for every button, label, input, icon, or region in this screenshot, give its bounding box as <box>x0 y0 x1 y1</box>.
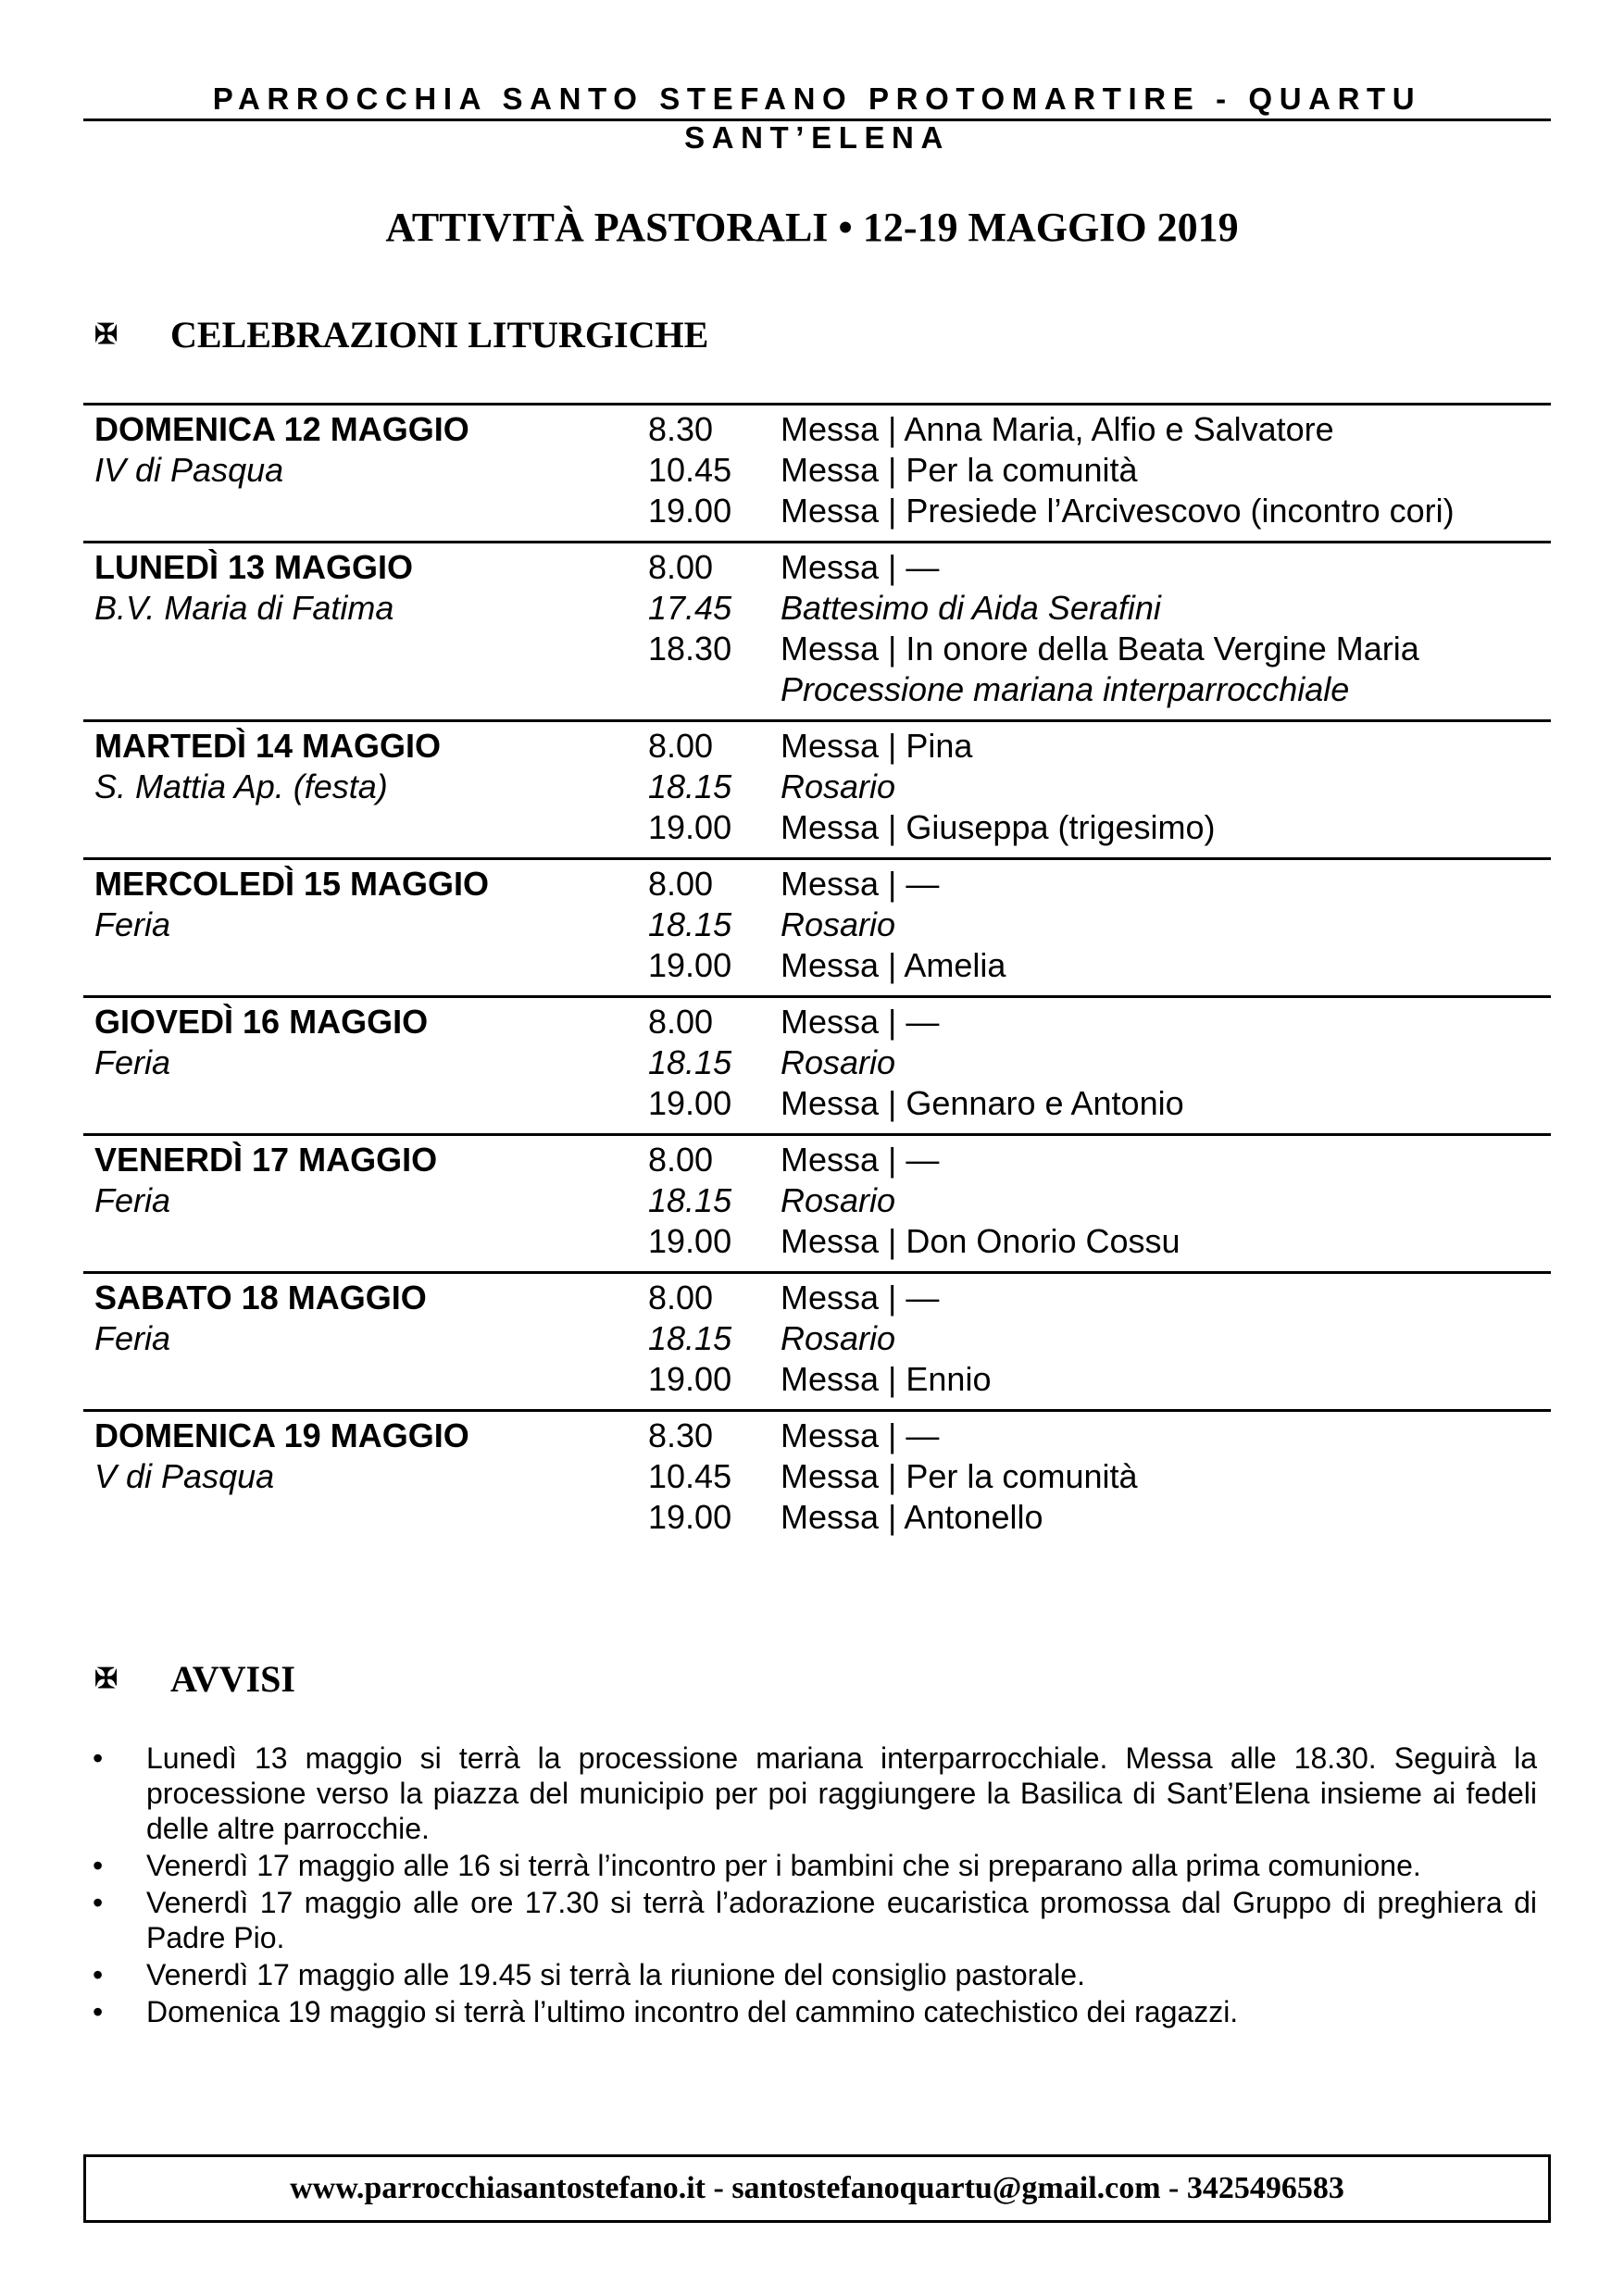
entry-time: 19.00 <box>648 808 732 846</box>
entry-time: 18.15 <box>648 1181 732 1219</box>
day-info <box>83 1278 648 1400</box>
notice-item <box>93 1848 1537 1883</box>
entry-description: Messa | Ennio <box>781 1360 992 1398</box>
schedule-entry <box>648 1180 1551 1221</box>
entry-description: Battesimo di Aida Serafini <box>781 589 1161 627</box>
day-row <box>83 1409 1551 1547</box>
entry-description: Messa | Per la comunità <box>781 451 1138 489</box>
entry-time: 10.45 <box>648 451 732 489</box>
entry-description: Messa | — <box>781 1279 940 1316</box>
entry-time: 8.00 <box>648 865 714 903</box>
day-entries <box>648 1140 1551 1262</box>
entry-description: Rosario <box>781 767 896 805</box>
entry-time: 8.30 <box>648 1416 714 1454</box>
liturgical-day: Feria <box>94 1181 171 1219</box>
entry-description: Messa | Per la comunità <box>781 1457 1138 1495</box>
day-name: MARTEDÌ 14 MAGGIO <box>94 727 442 765</box>
entry-time: 19.00 <box>648 492 732 530</box>
notice-item <box>93 1741 1537 1846</box>
section-heading-notices <box>94 1657 295 1701</box>
notice-text: Venerdì 17 maggio alle ore 17.30 si terrà l’adorazione eucaristica promossa dal Gruppo di preghiera di Padre Pio. <box>146 1886 1537 1954</box>
entry-description: Messa | Presiede l’Arcivescovo (incontro cori) <box>781 492 1455 530</box>
day-row <box>83 995 1551 1133</box>
entry-description: Messa | — <box>781 548 940 586</box>
schedule-entry <box>648 1416 1551 1456</box>
entry-time: 18.30 <box>648 630 732 668</box>
entry-time: 8.00 <box>648 1003 714 1041</box>
day-info <box>83 1002 648 1124</box>
page-title: ATTIVITÀ PASTORALI • 12-19 MAGGIO 2019 <box>385 205 1239 250</box>
liturgical-day: B.V. Maria di Fatima <box>94 589 394 627</box>
cross-star-icon: ✠ <box>94 319 119 350</box>
schedule-entry <box>648 450 1551 491</box>
day-row <box>83 1133 1551 1271</box>
entry-time: 19.00 <box>648 1084 732 1122</box>
entry-description: Rosario <box>781 1043 896 1081</box>
day-info <box>83 1140 648 1262</box>
schedule-entry <box>648 1083 1551 1124</box>
schedule-entry <box>648 588 1551 629</box>
entry-time: 18.15 <box>648 767 732 805</box>
schedule-entry <box>648 1002 1551 1042</box>
day-entries <box>648 864 1551 986</box>
schedule-entry <box>648 864 1551 905</box>
day-entries <box>648 1416 1551 1538</box>
schedule-entry <box>648 1497 1551 1538</box>
entry-time: 19.00 <box>648 1498 732 1536</box>
day-row <box>83 541 1551 719</box>
notice-item <box>93 1994 1537 2029</box>
entry-description: Messa | — <box>781 1416 940 1454</box>
day-entries <box>648 1278 1551 1400</box>
notice-text: Venerdì 17 maggio alle 16 si terrà l’incontro per i bambini che si preparano alla prima comunione. <box>146 1849 1421 1882</box>
notice-item <box>93 1957 1537 1992</box>
notice-item <box>93 1885 1537 1955</box>
liturgical-day: Feria <box>94 905 171 943</box>
entry-description: Rosario <box>781 905 896 943</box>
entry-description: Messa | Don Onorio Cossu <box>781 1222 1181 1260</box>
entry-time: 8.00 <box>648 548 714 586</box>
schedule-entry <box>648 1456 1551 1497</box>
notice-text: Venerdì 17 maggio alle 19.45 si terrà la riunione del consiglio pastorale. <box>146 1958 1085 1991</box>
schedule-entry <box>648 1140 1551 1180</box>
day-row <box>83 719 1551 857</box>
day-name: DOMENICA 12 MAGGIO <box>94 410 469 448</box>
entry-description: Rosario <box>781 1181 896 1219</box>
entry-description: Messa | In onore della Beata Vergine Maria <box>781 630 1419 668</box>
entry-time: 10.45 <box>648 1457 732 1495</box>
schedule-entry <box>648 491 1551 531</box>
day-info <box>83 864 648 986</box>
day-info <box>83 409 648 531</box>
day-name: SABATO 18 MAGGIO <box>94 1279 427 1316</box>
section-label: CELEBRAZIONI LITURGICHE <box>170 314 709 356</box>
entry-description: Rosario <box>781 1319 896 1357</box>
day-name: GIOVEDÌ 16 MAGGIO <box>94 1003 429 1041</box>
entry-time: 18.15 <box>648 1043 732 1081</box>
schedule-entry <box>648 1359 1551 1400</box>
day-info <box>83 1416 648 1538</box>
bullet-icon: • <box>93 1995 104 2028</box>
entry-description: Processione mariana interparrocchiale <box>781 670 1350 708</box>
entry-description: Messa | Antonello <box>781 1498 1043 1536</box>
entry-time: 8.30 <box>648 410 714 448</box>
bullet-icon: • <box>93 1958 104 1991</box>
day-info <box>83 726 648 848</box>
entry-description: Messa | — <box>781 1003 940 1041</box>
schedule-entry <box>648 1042 1551 1083</box>
entry-time: 8.00 <box>648 1279 714 1316</box>
entry-time: 8.00 <box>648 727 714 765</box>
entry-description: Messa | — <box>781 1141 940 1179</box>
schedule-entry <box>648 1318 1551 1359</box>
liturgical-day: Feria <box>94 1043 171 1081</box>
schedule-entry <box>648 905 1551 945</box>
liturgical-day: V di Pasqua <box>94 1457 275 1495</box>
notice-text: Domenica 19 maggio si terrà l’ultimo incontro del cammino catechistico dei ragazzi. <box>146 1995 1239 2028</box>
day-name: DOMENICA 19 MAGGIO <box>94 1416 469 1454</box>
bullet-icon: • <box>93 1886 104 1919</box>
schedule-entry <box>648 547 1551 588</box>
day-info <box>83 547 648 710</box>
day-name: MERCOLEDÌ 15 MAGGIO <box>94 865 490 903</box>
schedule-table <box>83 403 1551 1547</box>
entry-description: Messa | Gennaro e Antonio <box>781 1084 1184 1122</box>
bullet-icon: • <box>93 1849 104 1882</box>
schedule-entry <box>648 767 1551 807</box>
footer-contacts: www.parrocchiasantostefano.it - santostefanoquartu@gmail.com - 3425496583 <box>83 2154 1551 2223</box>
liturgical-day: S. Mattia Ap. (festa) <box>94 767 388 805</box>
entry-time <box>648 669 781 710</box>
day-entries <box>648 409 1551 531</box>
schedule-entry <box>648 945 1551 986</box>
entry-time: 8.00 <box>648 1141 714 1179</box>
entry-description: Messa | Amelia <box>781 946 1006 984</box>
liturgical-day: IV di Pasqua <box>94 451 284 489</box>
page-header: PARROCCHIA SANTO STEFANO PROTOMARTIRE - QUARTU SANT’ELENA <box>83 80 1551 121</box>
section-label: AVVISI <box>170 1658 295 1700</box>
day-row <box>83 403 1551 541</box>
schedule-entry <box>648 409 1551 450</box>
entry-time: 18.15 <box>648 1319 732 1357</box>
schedule-entry <box>648 726 1551 767</box>
notices-list <box>93 1741 1537 2031</box>
entry-description: Messa | — <box>781 865 940 903</box>
schedule-entry <box>648 807 1551 848</box>
notice-text: Lunedì 13 maggio si terrà la processione mariana interparrocchiale. Messa alle 18.30. Seguirà la processione verso la piazza del municipio per poi raggiungere la Basilica di Sant’Elena insieme ai fedeli delle altre parrocchie. <box>146 1741 1537 1845</box>
day-entries <box>648 547 1551 710</box>
section-heading-liturgy <box>94 313 708 356</box>
bullet-icon: • <box>93 1741 104 1775</box>
schedule-entry <box>648 669 1551 710</box>
liturgical-day: Feria <box>94 1319 171 1357</box>
entry-time: 17.45 <box>648 589 732 627</box>
day-name: VENERDÌ 17 MAGGIO <box>94 1141 438 1179</box>
schedule-entry <box>648 1221 1551 1262</box>
schedule-entry <box>648 1278 1551 1318</box>
day-row <box>83 857 1551 995</box>
day-row <box>83 1271 1551 1409</box>
schedule-entry <box>648 629 1551 669</box>
entry-time: 19.00 <box>648 946 732 984</box>
entry-description: Messa | Pina <box>781 727 973 765</box>
entry-time: 18.15 <box>648 905 732 943</box>
entry-time: 19.00 <box>648 1360 732 1398</box>
day-name: LUNEDÌ 13 MAGGIO <box>94 548 414 586</box>
day-entries <box>648 1002 1551 1124</box>
entry-description: Messa | Anna Maria, Alfio e Salvatore <box>781 410 1334 448</box>
entry-time: 19.00 <box>648 1222 732 1260</box>
day-entries <box>648 726 1551 848</box>
cross-star-icon: ✠ <box>94 1664 119 1694</box>
entry-description: Messa | Giuseppa (trigesimo) <box>781 808 1216 846</box>
